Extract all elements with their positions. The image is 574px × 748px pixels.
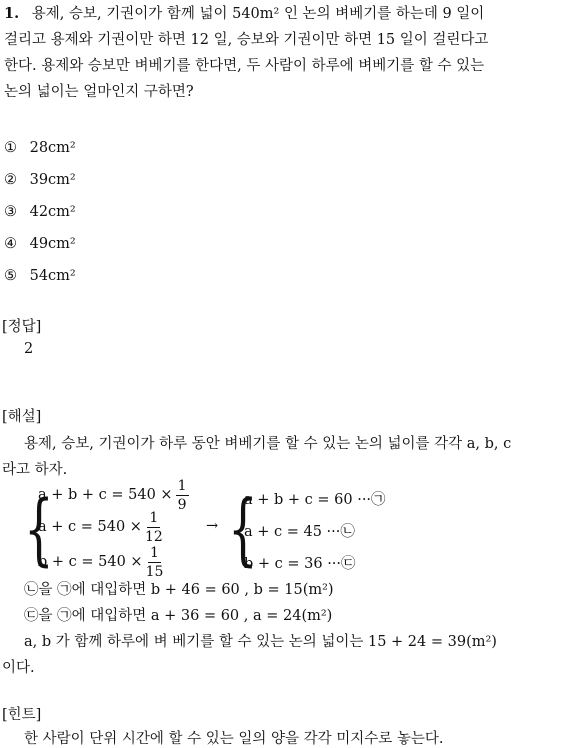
right-brace: {: [228, 485, 258, 575]
left-eq-3-den: 15: [145, 563, 164, 580]
left-eq-1-lhs: a + b + c = 540 ×: [38, 487, 173, 503]
question-text-1: 용제, 승보, 기권이가 함께 넓이 540m² 인 논의 벼베기를 하는데 9 일이: [31, 6, 485, 22]
solution-conclusion-1: a, b 가 함께 하루에 벼 베기를 할 수 있는 논의 넓이는 15 + 24 = 39(m²): [24, 634, 497, 650]
left-equation-3: [38, 546, 163, 578]
left-equation-2: [38, 510, 163, 544]
choice-2-mark: ②: [4, 172, 17, 188]
solution-conclusion-2: 이다.: [2, 660, 35, 676]
choice-4-text: 49cm²: [29, 236, 76, 252]
right-eq-2-text: a + c = 45 ···: [244, 524, 341, 540]
choice-1[interactable]: [4, 140, 76, 156]
left-eq-2-den: 12: [144, 528, 163, 545]
choice-4-mark: ④: [4, 236, 17, 252]
choice-1-text: 28cm²: [29, 140, 76, 156]
solution-label: [해설]: [2, 409, 42, 425]
left-eq-2-lhs: a + c = 540 ×: [38, 519, 142, 535]
question-number: 1.: [4, 5, 20, 22]
left-eq-1-num: 1: [177, 477, 187, 494]
right-eq-3-mark: ㉢: [341, 556, 356, 572]
implies-arrow: →: [206, 518, 219, 534]
left-eq-3-lhs: b + c = 540 ×: [38, 554, 143, 570]
left-equation-1: [38, 477, 189, 513]
choice-2[interactable]: [4, 172, 76, 188]
question-line-3: 한다. 용제와 승보만 벼베기를 한다면, 두 사람이 하루에 벼베기를 할 수 있는: [4, 58, 485, 74]
choice-4[interactable]: [4, 236, 76, 252]
left-eq-3-num: 1: [150, 544, 159, 561]
choice-5-text: 54cm²: [29, 268, 76, 284]
solution-step-2: ㉢을 ㉠에 대입하면 a + 36 = 60 , a = 24(m²): [24, 608, 333, 624]
choice-2-text: 39cm²: [29, 172, 76, 188]
solution-step-1: ㉡을 ㉠에 대입하면 b + 46 = 60 , b = 15(m²): [24, 582, 334, 598]
right-equation-2: [244, 520, 355, 541]
left-eq-1-den: 9: [177, 496, 187, 513]
right-eq-3-text: b + c = 36 ···: [244, 556, 342, 572]
answer-value: 2: [24, 341, 34, 357]
choice-5-mark: ⑤: [4, 268, 17, 284]
right-eq-2-mark: ㉡: [340, 524, 355, 540]
right-equation-1: [244, 488, 386, 509]
left-eq-2-num: 1: [149, 509, 159, 526]
left-brace: {: [24, 485, 54, 575]
hint-text: 한 사람이 단위 시간에 할 수 있는 일의 양을 각각 미지수로 놓는다.: [24, 731, 444, 747]
question-line-1: [4, 2, 484, 23]
right-eq-1-text: a + b + c = 60 ···: [244, 492, 372, 508]
solution-intro-1: 용제, 승보, 기권이가 하루 동안 벼베기를 할 수 있는 논의 넓이를 각각 a, b, c: [24, 436, 512, 452]
question-line-4: 논의 넓이는 얼마인지 구하면?: [4, 84, 194, 100]
answer-label: [정답]: [2, 319, 42, 335]
hint-label: [힌트]: [2, 707, 42, 723]
left-eq-3-fraction: [146, 546, 164, 579]
left-eq-1-fraction: [176, 479, 189, 512]
choice-3-mark: ③: [4, 204, 17, 220]
right-equation-3: [244, 552, 356, 573]
right-eq-1-mark: ㉠: [371, 492, 386, 508]
left-eq-2-fraction: [145, 511, 163, 544]
choice-5[interactable]: [4, 268, 76, 284]
choice-1-mark: ①: [4, 140, 17, 156]
choice-3[interactable]: [4, 204, 76, 220]
question-line-2: 걸리고 용제와 기권이만 하면 12 일, 승보와 기권이만 하면 15 일이 걸린다고: [4, 32, 489, 48]
solution-intro-2: 라고 하자.: [2, 462, 68, 478]
choice-3-text: 42cm²: [29, 204, 76, 220]
